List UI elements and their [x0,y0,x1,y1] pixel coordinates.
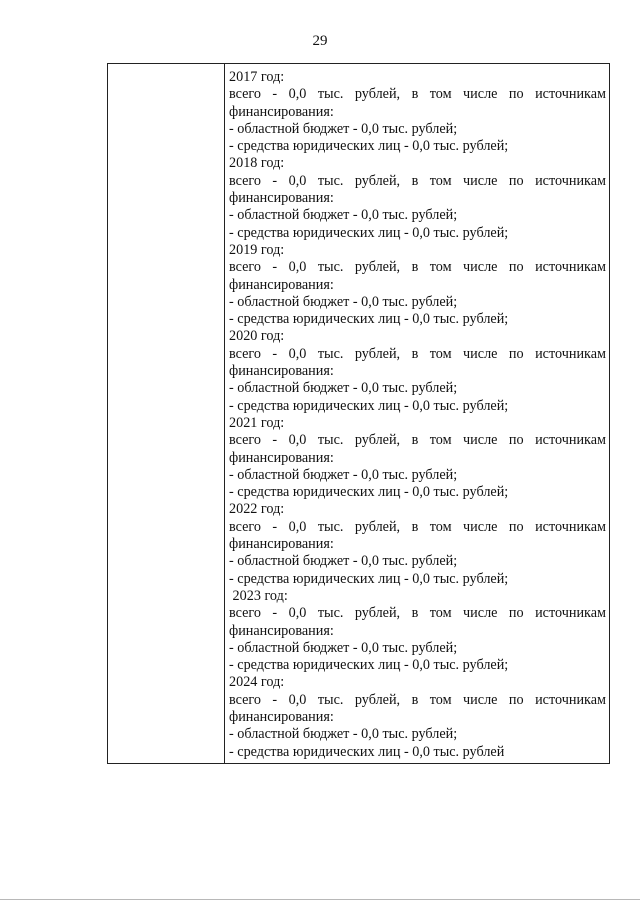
legal-entities-line: - средства юридических лиц - 0,0 тыс. рублей; [229,484,509,501]
funding-line: финансирования: [229,363,334,380]
regional-budget-line: - областной бюджет - 0,0 тыс. рублей; [229,207,458,224]
year-block-2023 [229,588,606,674]
total-line: всего - 0,0 тыс. рублей, в том числе по источникам [229,345,606,362]
total-line: всего - 0,0 тыс. рублей, в том числе по источникам [229,518,606,535]
year-block-2020 [229,328,606,414]
table-left-cell [108,64,225,763]
regional-budget-line: - областной бюджет - 0,0 тыс. рублей; [229,466,458,483]
regional-budget-line: - областной бюджет - 0,0 тыс. рублей; [229,120,458,137]
year-block-2018 [229,155,606,241]
funding-table [107,63,610,764]
year-heading: 2023 год: [229,587,288,604]
legal-entities-line: - средства юридических лиц - 0,0 тыс. рублей; [229,138,509,155]
year-heading: 2020 год: [229,328,285,345]
table-right-cell [225,64,609,763]
scan-edge-line [0,899,640,900]
legal-entities-line: - средства юридических лиц - 0,0 тыс. рублей; [229,397,509,414]
year-heading: 2018 год: [229,155,285,172]
legal-entities-line: - средства юридических лиц - 0,0 тыс. рублей; [229,311,509,328]
legal-entities-line: - средства юридических лиц - 0,0 тыс. рублей; [229,657,509,674]
total-line: всего - 0,0 тыс. рублей, в том числе по источникам [229,86,606,103]
year-block-2021 [229,415,606,501]
funding-line: финансирования: [229,190,334,207]
page-number: 29 [312,33,328,49]
regional-budget-line: - областной бюджет - 0,0 тыс. рублей; [229,380,458,397]
year-block-2022 [229,501,606,587]
funding-line: финансирования: [229,622,334,639]
year-block-2024 [229,674,606,760]
year-heading: 2019 год: [229,241,285,258]
regional-budget-line: - областной бюджет - 0,0 тыс. рублей; [229,553,458,570]
year-heading: 2024 год: [229,674,285,691]
legal-entities-line: - средства юридических лиц - 0,0 тыс. рублей; [229,570,509,587]
legal-entities-line: - средства юридических лиц - 0,0 тыс. рублей [229,743,505,760]
funding-line: финансирования: [229,708,334,725]
total-line: всего - 0,0 тыс. рублей, в том числе по источникам [229,172,606,189]
funding-line: финансирования: [229,449,334,466]
regional-budget-line: - областной бюджет - 0,0 тыс. рублей; [229,293,458,310]
year-heading: 2021 год: [229,414,285,431]
funding-line: финансирования: [229,276,334,293]
regional-budget-line: - областной бюджет - 0,0 тыс. рублей; [229,726,458,743]
year-heading: 2022 год: [229,501,285,518]
year-block-2017 [229,69,606,155]
total-line: всего - 0,0 тыс. рублей, в том числе по источникам [229,691,606,708]
funding-line: финансирования: [229,536,334,553]
total-line: всего - 0,0 тыс. рублей, в том числе по источникам [229,259,606,276]
total-line: всего - 0,0 тыс. рублей, в том числе по источникам [229,605,606,622]
total-line: всего - 0,0 тыс. рублей, в том числе по источникам [229,432,606,449]
year-heading: 2017 год: [229,69,285,85]
funding-line: финансирования: [229,103,334,120]
year-block-2019 [229,242,606,328]
regional-budget-line: - областной бюджет - 0,0 тыс. рублей; [229,639,458,656]
legal-entities-line: - средства юридических лиц - 0,0 тыс. рублей; [229,224,509,241]
